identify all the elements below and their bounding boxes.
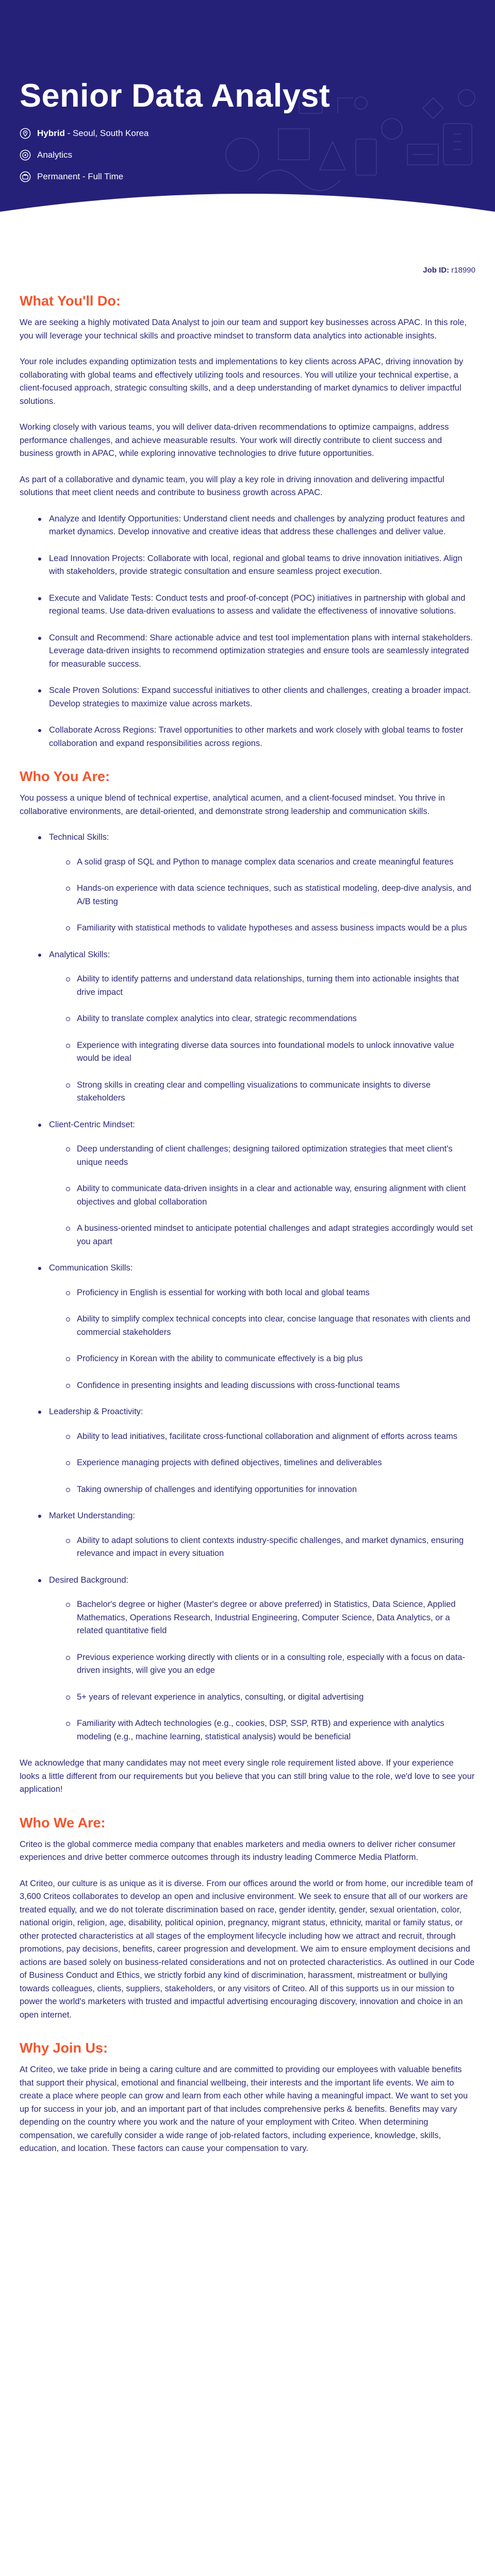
target-icon [20,149,31,161]
list-item: Ability to simplify complex technical concepts into clear, concise language that resonates with clients and commercial stakeholders [49,1313,475,1339]
list-item: Experience with integrating diverse data sources into foundational models to unlock innovative value would be ideal [49,1039,475,1065]
location-pin-icon [20,128,31,139]
sub-list [49,856,475,935]
list-item: Ability to communicate data-driven insights in a clear and actionable way, ensuring alignment with client objectives and global collaboration [49,1182,475,1209]
requirements-list [20,831,475,1743]
list-item: Familiarity with Adtech technologies (e.g., cookies, DSP, SSP, RTB) and experience with analytics modeling (e.g., machine learning, statistical analysis) would be beneficial [49,1717,475,1743]
section-heading-who-you-are: Who You Are: [20,769,110,784]
requirement-category [20,1574,475,1744]
requirement-category [20,1118,475,1249]
paragraph: At Criteo, our culture is as unique as it is diverse. From our offices around the world or from home, our incredible team of 3,600 Criteos collaborates to develop an open and inclusive environment. We seek to ensure that all of our workers are treated equally, and we do not tolerate discrimination based on race, gender identity, gender, sexual orientation, color, national origin, religion, age, disability, political opinion, pregnancy, migrant status, ethnicity, marital or family status, or other protected characteristics at all stages of the employment lifecycle including how we attract and recruit, through promotions, pay decisions, benefits, career progression and development. We aim to ensure employment decisions and actions are based solely on business-related considerations and not on protected characteristics. As outlined in our Code of Business Conduct and Ethics, we strictly forbid any kind of discrimination, harassment, mistreatment or bullying towards colleagues, clients, suppliers, stakeholders, or any visitors of Criteo. All of this supports us in our mission to power the world's marketers with trusted and impactful advertising encouraging discovery, innovation and choice in an open internet. [20,1878,475,2020]
category-label: Desired Background: [49,1575,129,1585]
list-item: Taking ownership of challenges and identifying opportunities for innovation [49,1483,475,1497]
requirement-category [20,1510,475,1561]
section-heading-why-join-us: Why Join Us: [20,2040,108,2056]
requirement-category [20,831,475,935]
department-label: Analytics [37,150,73,160]
list-item: A solid grasp of SQL and Python to manage complex data scenarios and create meaningful features [49,856,475,869]
sub-list [49,1598,475,1743]
employment-type-label: Permanent - Full Time [37,172,124,181]
paragraph: As part of a collaborative and dynamic team, you will play a key role in driving innovation and delivering impactful solutions that meet client needs and contribute to business growth across APAC. [20,474,444,497]
paragraph: Your role includes expanding optimization tests and implementations to key clients across APAC, driving innovation by collaborating with global teams and effectively utilizing tools and resources. You will utilize your technical expertise, a client-focused approach, strategic consulting skills, and a deep understanding of market dynamics to deliver impactful solutions. [20,357,464,406]
list-item: Ability to translate complex analytics into clear, strategic recommendations [49,1012,475,1026]
requirement-category [20,1262,475,1392]
list-item: Proficiency in Korean with the ability to communicate effectively is a big plus [49,1352,475,1366]
location-mode: Hybrid [37,128,65,138]
job-id-value: r18990 [451,266,475,275]
list-item: Collaborate Across Regions: Travel opportunities to other markets and work closely with global teams to foster collaboration and expand responsibilities across regions. [20,724,475,750]
list-item: Scale Proven Solutions: Expand successful initiatives to other clients and challenges, creating a broader impact. Develop strategies to maximize value across markets. [20,684,475,710]
job-header-banner [0,0,495,222]
sub-list [49,973,475,1105]
list-item: Strong skills in creating clear and compelling visualizations to communicate insights to diverse stakeholders [49,1079,475,1105]
list-item: Ability to adapt solutions to client contexts industry-specific challenges, and market dynamics, ensuring relevance and impact in every situation [49,1534,475,1561]
responsibilities-list [20,513,475,751]
list-item: Deep understanding of client challenges; designing tailored optimization strategies that meet client's unique needs [49,1143,475,1169]
job-id [0,222,495,275]
category-label: Leadership & Proactivity: [49,1407,143,1416]
job-location [20,128,148,139]
category-label: Market Understanding: [49,1511,135,1520]
requirement-category [20,948,475,1105]
category-label: Technical Skills: [49,833,109,842]
sub-list [49,1143,475,1248]
paragraph: Working closely with various teams, you will deliver data-driven recommendations to optimize campaigns, address performance challenges, and achieve measurable results. Your work will directly contribute to client success and business growth in APAC, while exploring innovative technologies to drive future opportunities. [20,422,449,458]
banner-curve [0,186,495,222]
list-item: Ability to identify patterns and understand data relationships, turning them into actionable insights that drive impact [49,973,475,999]
job-title: Senior Data Analyst [20,78,331,114]
list-item: Proficiency in English is essential for working with both local and global teams [49,1286,475,1300]
list-item: A business-oriented mindset to anticipate potential challenges and adapt strategies accordingly would set you apart [49,1222,475,1248]
list-item: Bachelor's degree or higher (Master's degree or above preferred) in Statistics, Data Science, Applied Mathematics, Operations Research, Industrial Engineering, Computer Science, Data Analytics, or a related quantitative field [49,1598,475,1638]
paragraph: We are seeking a highly motivated Data Analyst to join our team and support key businesses across APAC. In this role, you will leverage your technical skills and proactive mindset to transform data analytics into actionable insights. [20,318,467,341]
job-description [0,293,495,2156]
sub-list [49,1534,475,1561]
job-id-label: Job ID: [423,266,450,275]
list-item: Ability to lead initiatives, facilitate cross-functional collaboration and alignment of efforts across teams [49,1430,475,1444]
section-heading-who-we-are: Who We Are: [20,1815,106,1831]
category-label: Analytical Skills: [49,950,110,959]
paragraph: Criteo is the global commerce media company that enables marketers and media owners to deliver richer consumer experiences and drive better commerce outcomes through its industry leading Commerce Media Platform. [20,1839,456,1862]
requirement-category [20,1405,475,1496]
job-employment-type [20,171,123,182]
sub-list [49,1286,475,1393]
paragraph: You possess a unique blend of technical expertise, analytical acumen, and a client-focused mindset. You thrive in collaborative environments, are detail-oriented, and demonstrate strong leadership and communication skills. [20,793,445,816]
list-item: Analyze and Identify Opportunities: Understand client needs and challenges by analyzing product features and market dynamics. Develop innovative and creative ideas that address these challenges and deliver value. [20,513,475,539]
list-item: Consult and Recommend: Share actionable advice and test tool implementation plans with internal stakeholders. Leverage data-driven insights to recommend optimization strategies and ensure tools are seamlessly integrated for measurable success. [20,632,475,671]
list-item: Lead Innovation Projects: Collaborate with local, regional and global teams to drive innovation initiatives. Align with stakeholders, provide strategic consultation and ensure seamless project execution. [20,552,475,579]
briefcase-icon [20,171,31,182]
category-label: Client-Centric Mindset: [49,1120,135,1129]
list-item: Confidence in presenting insights and leading discussions with cross-functional teams [49,1379,475,1393]
list-item: Hands-on experience with data science techniques, such as statistical modeling, deep-dive analysis, and A/B testing [49,882,475,908]
list-item: 5+ years of relevant experience in analytics, consulting, or digital advertising [49,1691,475,1704]
list-item: Experience managing projects with defined objectives, timelines and deliverables [49,1456,475,1470]
paragraph: We acknowledge that many candidates may not meet every single role requirement listed above. If your experience looks a little different from our requirements but you believe that you can still bring value to the role, we'd love to see your application! [20,1758,475,1794]
sub-list [49,1430,475,1497]
list-item: Familiarity with statistical methods to validate hypotheses and assess business impacts would be a plus [49,922,475,935]
section-heading-what-youll-do: What You'll Do: [20,293,121,309]
list-item: Previous experience working directly with clients or in a consulting role, especially with a focus on data-driven insights, will give you an edge [49,1651,475,1677]
category-label: Communication Skills: [49,1263,133,1273]
job-department [20,149,72,161]
location-city: - Seoul, South Korea [64,128,149,138]
paragraph: At Criteo, we take pride in being a caring culture and are committed to providing our employees with valuable benefits that support their physical, emotional and financial wellbeing, their interests and the important life events. We aim to create a place where people can grow and learn from each other while having a meaningful impact. We want to set you up for success in your job, and an important part of that includes comprehensive perks & benefits. Benefits may vary depending on the country where you work and the nature of your employment with Criteo. When determining compensation, we carefully consider a wide range of job-related factors, including experience, knowledge, skills, education, and location. These factors can cause your compensation to vary. [20,2065,468,2153]
list-item: Execute and Validate Tests: Conduct tests and proof-of-concept (POC) initiatives in partnership with global and regional teams. Use data-driven evaluations to assess and validate the effectiveness of innovative solutions. [20,592,475,618]
